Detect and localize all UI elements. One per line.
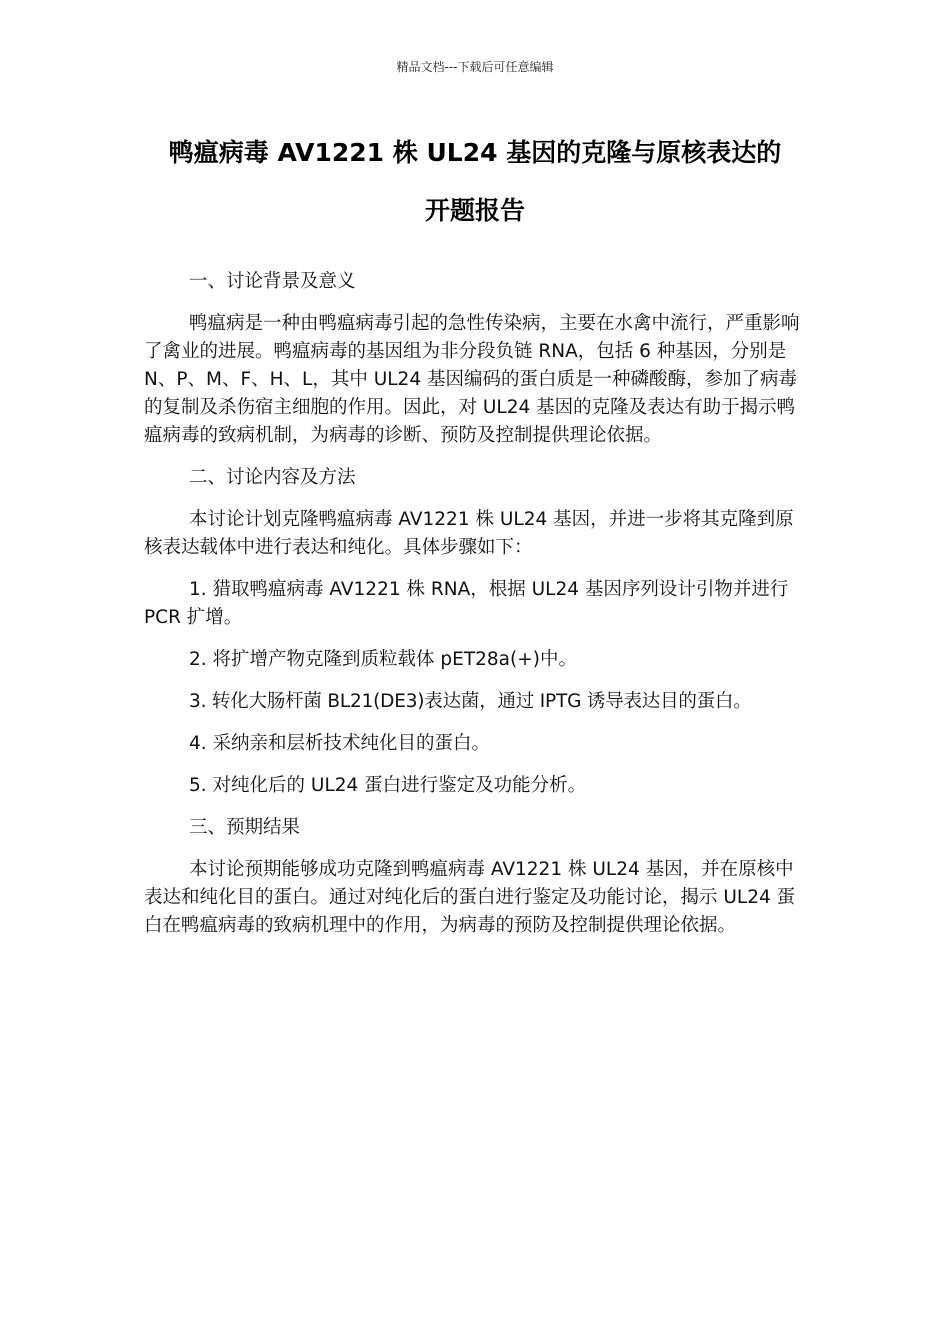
step-item-1: 1. 猎取鸭瘟病毒 AV1221 株 RNA，根据 UL24 基因序列设计引物并进行 PCR 扩增。 — [144, 579, 789, 628]
document-title-line1: 鸭瘟病毒 AV1221 株 UL24 基因的克隆与原核表达的 — [168, 138, 782, 167]
paragraph-results: 本讨论预期能够成功克隆到鸭瘟病毒 AV1221 株 UL24 基因，并在原核中表达和纯化目的蛋白。通过对纯化后的蛋白进行鉴定及功能讨论，揭示 UL24 蛋白在鸭瘟病毒的致病机理中的作用，为病毒的预防及控制提供理论依据。 — [144, 859, 796, 936]
paragraph-methods: 本讨论计划克隆鸭瘟病毒 AV1221 株 UL24 基因，并进一步将其克隆到原核表达载体中进行表达和纯化。具体步骤如下： — [144, 509, 794, 558]
step-item-4: 4. 采纳亲和层析技术纯化目的蛋白。 — [189, 733, 491, 754]
header-note: 精品文档---下载后可任意编辑 — [396, 60, 554, 74]
step-item-5: 5. 对纯化后的 UL24 蛋白进行鉴定及功能分析。 — [189, 775, 587, 796]
document-title-line2: 开题报告 — [424, 196, 525, 225]
section-heading-methods: 二、讨论内容及方法 — [189, 467, 356, 488]
step-item-3: 3. 转化大肠杆菌 BL21(DE3)表达菌，通过 IPTG 诱导表达目的蛋白。 — [189, 691, 752, 712]
step-item-2: 2. 将扩增产物克隆到质粒载体 pET28a(+)中。 — [189, 649, 577, 670]
section-heading-background: 一、讨论背景及意义 — [189, 271, 356, 292]
document-body — [144, 268, 809, 954]
paragraph-background: 鸭瘟病是一种由鸭瘟病毒引起的急性传染病，主要在水禽中流行，严重影响了禽业的进展。鸭瘟病毒的基因组为非分段负链 RNA，包括 6 种基因，分别是 N、P、M、F、H、L，其中 UL24 基因编码的蛋白质是一种磷酸酶，参加了病毒的复制及杀伤宿主细胞的作用。因此，对 UL24 基因的克隆及表达有助于揭示鸭瘟病毒的致病机制，为病毒的诊断、预防及控制提供理论依据。 — [144, 313, 800, 446]
section-heading-results: 三、预期结果 — [189, 817, 301, 838]
